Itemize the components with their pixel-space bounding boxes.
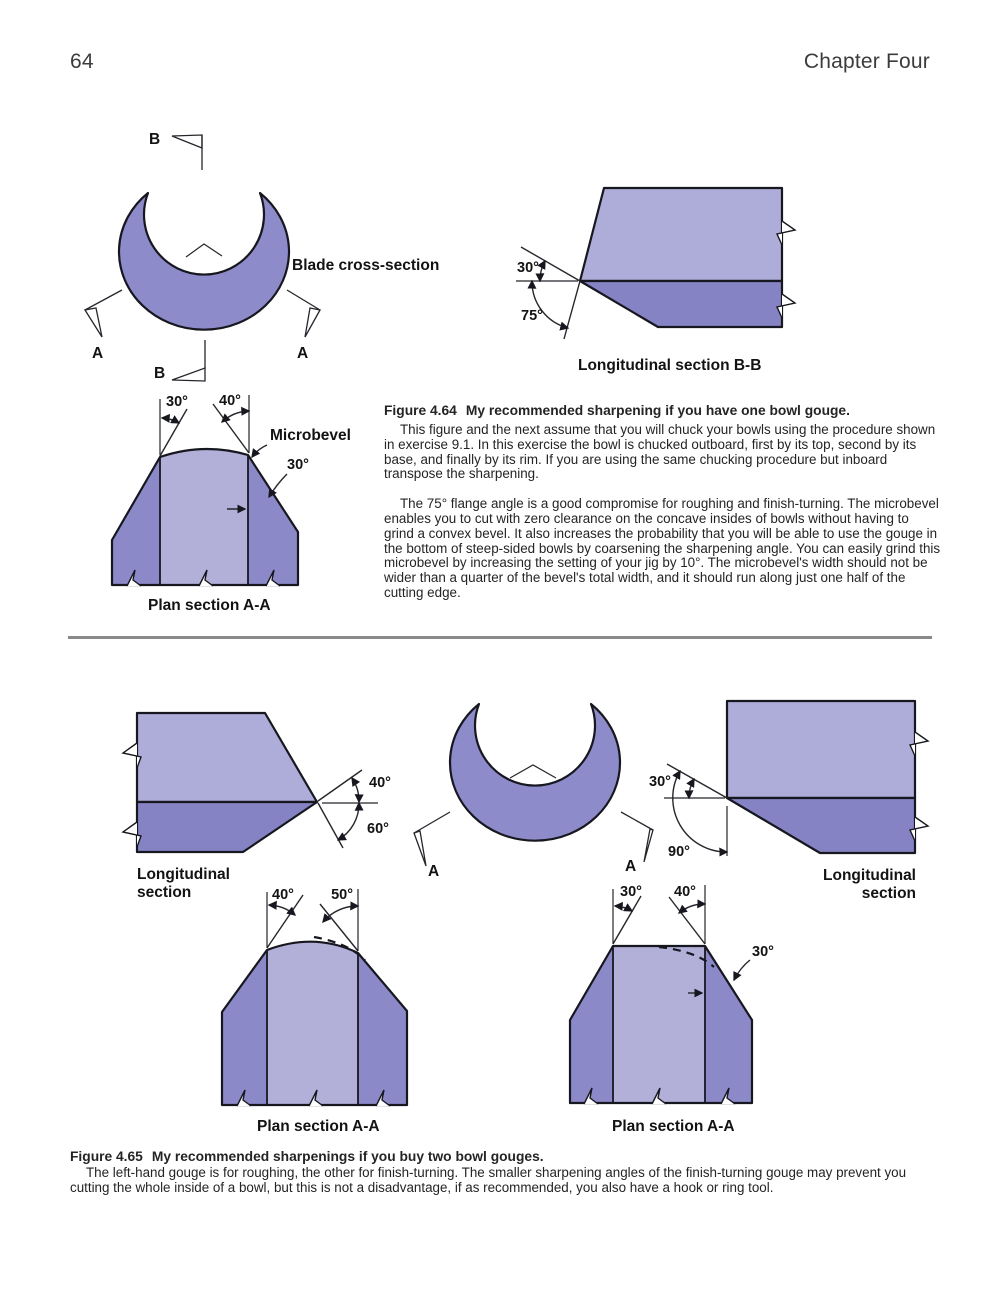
angle-arc — [338, 803, 359, 840]
angle-50-annotation — [320, 887, 358, 951]
plan-center — [267, 942, 358, 1105]
angle-arc — [679, 904, 705, 913]
angle-label: 50° — [331, 887, 353, 903]
angle-40-annotation — [213, 393, 249, 453]
angle-arc — [615, 906, 632, 911]
figure-465-title: My recommended sharpenings if you buy two bowl gouges. — [151, 1149, 544, 1164]
pointer-arrow — [252, 445, 267, 457]
section-bottom-half — [137, 802, 317, 852]
chapter-title: Chapter Four — [803, 50, 930, 73]
section-marker-a-right — [287, 290, 320, 362]
angle-label: 75° — [521, 308, 543, 324]
figure-465-label: Figure 4.65 — [70, 1149, 143, 1164]
angle-30-annotation — [160, 394, 188, 456]
plan-wing-left — [112, 457, 160, 585]
gouge-cross-section-shape — [119, 193, 289, 330]
section-line — [621, 812, 653, 830]
plan-wing-right — [705, 946, 752, 1103]
section-arrow — [644, 829, 653, 862]
angle-90-annotation — [668, 771, 727, 860]
figure-464-title: My recommended sharpening if you have one bowl gouge. — [465, 403, 850, 418]
figure-465-paragraph-1: The left-hand gouge is for roughing, the other for finish-turning. The smaller sharpening angles of the finish-turning gouge may prevent you cutting the whole inside of a bowl, but this is not a disadvantage, if as recommended, you also have a hook or ring tool. — [70, 1165, 907, 1195]
longitudinal-caption-line2: section — [861, 885, 916, 902]
fig464-blade-cross-section — [85, 131, 439, 382]
angle-label: 30° — [752, 944, 774, 960]
angle-30-annotation — [516, 247, 580, 281]
microbevel-annotation — [252, 427, 351, 457]
figure-464-heading — [384, 403, 941, 419]
side-angle-30-annotation — [269, 457, 309, 497]
angle-line — [564, 281, 580, 339]
angle-line — [160, 409, 187, 456]
section-divider — [68, 636, 932, 639]
angle-arc — [222, 411, 249, 422]
marker-label-a-right: A — [625, 858, 637, 875]
side-angle-30-annotation — [734, 944, 774, 980]
figure-465-heading — [70, 1149, 932, 1165]
longitudinal-caption-line1: Longitudinal — [137, 866, 230, 883]
section-bottom-half — [727, 798, 915, 853]
section-top-half — [137, 713, 317, 802]
marker-label-a-right: A — [297, 345, 309, 362]
fig464-plan-section — [112, 393, 351, 614]
angle-label: 30° — [287, 457, 309, 473]
marker-label-b-top: B — [149, 131, 161, 148]
plan-wing-right — [358, 953, 407, 1105]
angle-40-annotation — [267, 887, 303, 948]
plan-wing-left — [570, 946, 613, 1103]
figure-464-paragraph-1: This figure and the next assume that you will chuck your bowls using the procedure shown in exercise 9.1. In this exercise the bowl is chucked outboard, first by its top, second by its base, and finally by its rim. If you are using the same chucking procedure but inboard transpose the sharpening. — [384, 422, 936, 482]
fig465-left-plan-section — [222, 887, 407, 1135]
marker-label-b-bottom: B — [154, 365, 166, 382]
marker-label-a-left: A — [428, 863, 440, 880]
page-number: 64 — [70, 50, 94, 73]
gouge-cross-section-shape — [450, 704, 620, 841]
angle-label: 60° — [367, 821, 389, 837]
plan-section-caption: Plan section A-A — [148, 597, 271, 614]
angle-label: 40° — [219, 393, 241, 409]
section-bottom-half — [580, 281, 782, 327]
angle-label: 30° — [649, 774, 671, 790]
angle-arc — [689, 779, 694, 798]
section-arrow — [172, 368, 205, 381]
longitudinal-caption-line2: section — [137, 884, 192, 901]
angle-40-annotation — [669, 884, 705, 944]
angle-30-annotation — [649, 764, 727, 798]
section-line — [85, 290, 122, 310]
angle-label: 40° — [674, 884, 696, 900]
angle-label: 40° — [369, 775, 391, 791]
section-top-half — [580, 188, 782, 281]
section-marker-b-bottom — [154, 340, 205, 382]
angle-arc — [352, 778, 359, 802]
fig465-blade-cross-section — [414, 704, 653, 880]
section-arrow — [305, 308, 320, 337]
plan-center — [613, 946, 705, 1103]
microbevel-label: Microbevel — [270, 427, 351, 444]
longitudinal-section-caption: Longitudinal section B-B — [578, 357, 762, 374]
angle-label: 90° — [668, 844, 690, 860]
section-line — [287, 290, 320, 310]
angle-75-annotation — [521, 281, 580, 339]
angle-60-annotation — [318, 803, 389, 848]
angle-line — [318, 803, 343, 848]
marker-label-a-left: A — [92, 345, 104, 362]
section-marker-b-top — [149, 131, 202, 170]
section-marker-a-left — [85, 290, 122, 362]
angle-label: 30° — [166, 394, 188, 410]
plan-center — [160, 449, 248, 585]
pointer-arrow — [269, 474, 287, 497]
angle-label: 40° — [272, 887, 294, 903]
fig464-longitudinal-section — [516, 188, 795, 374]
figure-464-paragraph-2: The 75° flange angle is a good compromise for roughing and finish-turning. The microbevel enables you to cut with zero clearance on the concave insides of bowls without having to grind a convex bevel. It also increases the probability that you will be able to use the gouge in the bottom of steep-sided bowls by coarsening the sharpening angle. You can easily grind this microbevel by increasing the setting of your jig by 10°. The microbevel's width should not be wider than a quarter of the bevel's total width, and it should run along just one half of the cutting edge. — [384, 496, 941, 600]
flute-chevron — [510, 765, 556, 778]
plan-wing-left — [222, 950, 267, 1105]
blade-cross-section-label: Blade cross-section — [292, 257, 440, 274]
plan-section-caption: Plan section A-A — [612, 1118, 735, 1135]
figure-464-label: Figure 4.64 — [384, 403, 457, 418]
angle-30-annotation — [613, 884, 642, 944]
fig465-left-longitudinal — [123, 713, 391, 901]
section-arrow — [172, 135, 202, 148]
flute-chevron — [186, 244, 222, 257]
angle-line — [613, 896, 641, 944]
angle-40-annotation — [318, 770, 391, 803]
figure-464-caption — [384, 403, 941, 601]
longitudinal-caption-line1: Longitudinal — [823, 867, 916, 884]
section-arrow — [85, 308, 102, 337]
pointer-arrow — [734, 960, 750, 980]
section-marker-a-left — [414, 812, 450, 880]
figure-465-caption — [70, 1149, 932, 1196]
section-marker-a-right — [621, 812, 653, 875]
section-top-half — [727, 701, 915, 798]
fig465-right-plan-section — [570, 884, 774, 1135]
section-line — [414, 812, 450, 833]
angle-label: 30° — [517, 260, 539, 276]
angle-label: 30° — [620, 884, 642, 900]
section-arrow — [414, 831, 426, 866]
angle-arc — [540, 261, 545, 281]
angle-arc — [162, 418, 179, 423]
fig465-right-longitudinal — [649, 701, 928, 902]
plan-section-caption: Plan section A-A — [257, 1118, 380, 1135]
